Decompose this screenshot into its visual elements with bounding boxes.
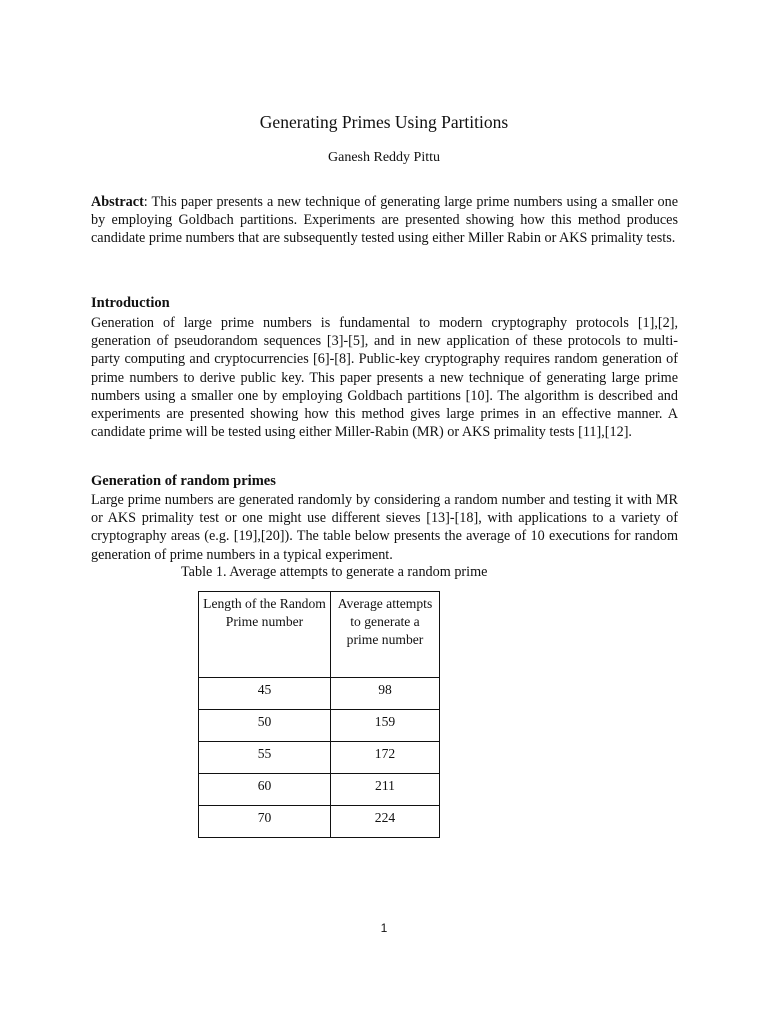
- table-row: [199, 742, 440, 774]
- table-caption: Table 1. Average attempts to generate a random prime: [181, 564, 488, 580]
- results-table: [198, 591, 440, 838]
- generation-paragraph: Large prime numbers are generated randomly by considering a random number and testing it with MR or AKS primality test or one might use different sieves [13]-[18], with applications to a variety of cryptography areas (e.g. [19],[20]). The table below presents the average of 10 executions for random generation of prime numbers in a typical experiment.: [91, 492, 678, 563]
- table-row: [199, 806, 440, 838]
- cell-average-attempts: 98: [331, 678, 440, 710]
- cell-prime-length: 45: [199, 678, 331, 710]
- cell-average-attempts: 211: [331, 774, 440, 806]
- paper-title: Generating Primes Using Partitions: [259, 112, 509, 132]
- introduction-paragraph: Generation of large prime numbers is fundamental to modern cryptography protocols [1],[2], generation of pseudorandom sequences [3]-[5], and in new application of these protocols to multi-party computing and cryptocurrencies [6]-[8]. Public-key cryptography requires random generation of prime numbers to derive public key. This paper presents a new technique of generating large prime numbers using a smaller one by employing Goldbach partitions [10]. The algorithm is described and experiments are presented showing how this method gives large primes in an effective manner. A candidate prime will be tested using either Miller-Rabin (MR) or AKS primality tests [11],[12].: [91, 315, 678, 441]
- cell-prime-length: 60: [199, 774, 331, 806]
- generation-heading: Generation of random primes: [91, 473, 276, 489]
- abstract-text: : This paper presents a new technique of generating large prime numbers using a smaller one by employing Goldbach partitions. Experiments are presented showing how this method produces candidate prime numbers that are subsequently tested using either Miller Rabin or AKS primality tests.: [91, 194, 678, 247]
- table-header-row: [199, 592, 440, 678]
- cell-average-attempts: 159: [331, 710, 440, 742]
- table-row: [199, 710, 440, 742]
- cell-prime-length: 50: [199, 710, 331, 742]
- cell-average-attempts: 172: [331, 742, 440, 774]
- author-name: Ganesh Reddy Pittu: [328, 150, 440, 165]
- table-row: [199, 774, 440, 806]
- page-number: 1: [380, 921, 388, 935]
- header-prime-length: Length of the Random Prime number: [199, 592, 331, 678]
- table-row: [199, 678, 440, 710]
- cell-average-attempts: 224: [331, 806, 440, 838]
- cell-prime-length: 55: [199, 742, 331, 774]
- header-average-attempts: Average attempts to generate a prime number: [331, 592, 440, 678]
- cell-prime-length: 70: [199, 806, 331, 838]
- abstract-paragraph: [91, 193, 678, 248]
- introduction-heading: Introduction: [91, 295, 170, 311]
- abstract-label: Abstract: [91, 194, 144, 210]
